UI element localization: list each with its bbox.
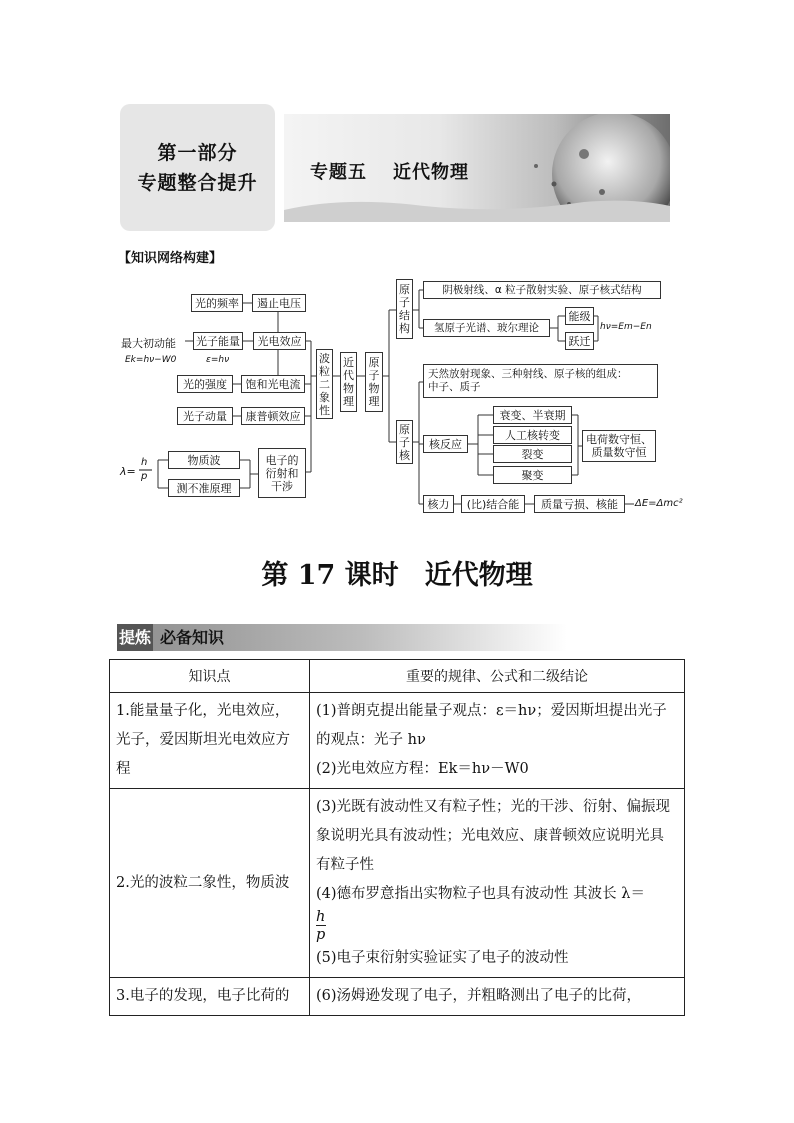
node-saturation-current: 饱和光电流 — [241, 375, 305, 393]
structure-char: 原 — [399, 283, 410, 296]
modern-char: 理 — [343, 395, 354, 408]
diffraction-line: 干涉 — [271, 479, 293, 493]
modern-char: 代 — [343, 369, 354, 382]
node-max-kinetic-energy: 最大初动能 — [121, 337, 176, 350]
node-cathode-rays: 阴极射线、α 粒子散射实验、原子核式结构 — [423, 281, 661, 299]
node-radioactivity — [423, 364, 658, 398]
formula-kinetic: Ek=hν−W0 — [125, 355, 177, 365]
conservation-line: 质量数守恒 — [591, 446, 647, 459]
modern-char: 近 — [343, 356, 354, 369]
nucleus-char: 原 — [399, 422, 410, 436]
node-nuclear-reaction: 核反应 — [423, 435, 468, 453]
node-transmutation: 人工核转变 — [493, 426, 572, 444]
law-fraction-denominator: p — [316, 927, 326, 943]
radioactivity-line: 天然放射现象、三种射线、原子核的组成： — [428, 368, 628, 380]
table-row — [110, 693, 685, 789]
table-header-row — [110, 660, 685, 693]
law-line: (3)光既有波动性又有粒子性；光的干涉、衍射、偏振现象说明光具有波动性；光电效应、康普顿效应说明光具有粒子性 — [316, 799, 671, 873]
node-light-frequency: 光的频率 — [191, 294, 243, 312]
node-hydrogen-spectrum: 氢原子光谱、玻尔理论 — [423, 319, 550, 337]
node-conservation — [582, 430, 656, 462]
node-light-intensity: 光的强度 — [177, 375, 233, 393]
section-banner-part-a: 提炼 — [117, 624, 153, 651]
table-cell-point: 3.电子的发现，电子比荷的 — [110, 978, 310, 1016]
table-row — [110, 789, 685, 978]
nucleus-char: 核 — [399, 448, 410, 462]
table-cell-laws — [310, 789, 685, 978]
knowledge-table — [109, 659, 685, 1016]
law-line: (4)德布罗意指出实物粒子也具有波动性 其波长 λ＝ — [316, 886, 645, 902]
node-nucleus — [396, 420, 413, 464]
node-fusion: 聚变 — [493, 466, 572, 484]
knowledge-network-label: 【知识网络构建】 — [118, 251, 223, 266]
node-atomic-structure — [396, 279, 413, 339]
node-photon-energy: 光子能量 — [193, 332, 243, 350]
law-line: (5)电子束衍射实验证实了电子的波动性 — [316, 950, 569, 966]
table-cell-point: 1.能量量子化，光电效应，光子，爱因斯坦光电效应方程 — [110, 693, 310, 789]
lesson-title — [0, 553, 794, 592]
formula-transition: hν=Em−En — [600, 322, 652, 332]
duality-char: 性 — [319, 403, 330, 417]
part-line-1: 第一部分 — [157, 141, 238, 164]
node-photoelectric-effect: 光电效应 — [253, 332, 306, 350]
duality-char: 波 — [319, 351, 330, 365]
atomic-char: 子 — [368, 369, 380, 382]
node-uncertainty: 测不准原理 — [168, 479, 240, 497]
node-energy-level: 能级 — [565, 307, 594, 325]
lesson-name: 近代物理 — [424, 560, 533, 591]
node-matter-wave: 物质波 — [168, 451, 240, 469]
formula-mass-energy: ΔE=Δmc² — [635, 498, 683, 509]
nucleus-char: 子 — [399, 435, 410, 449]
concept-map — [0, 0, 794, 540]
table-cell-laws — [310, 693, 685, 789]
radioactivity-line: 中子、质子 — [428, 381, 481, 393]
table-row — [110, 978, 685, 1016]
part-line-2: 专题整合提升 — [137, 171, 258, 194]
node-compton-effect: 康普顿效应 — [241, 407, 305, 425]
lambda-label: λ= — [120, 465, 136, 478]
topic-number: 专题五 — [310, 162, 367, 183]
column-header: 重要的规律、公式和二级结论 — [310, 660, 685, 693]
atomic-char: 物 — [368, 382, 380, 395]
table-cell-laws — [310, 978, 685, 1016]
duality-char: 二 — [319, 377, 330, 391]
node-atomic-physics — [365, 352, 383, 412]
modern-char: 物 — [343, 382, 354, 395]
formula-photon-energy: ε=hν — [206, 355, 230, 365]
node-fission: 裂变 — [493, 445, 572, 463]
node-stopping-voltage: 遏止电压 — [252, 294, 306, 312]
structure-char: 子 — [399, 296, 410, 309]
law-line: (6)汤姆逊发现了电子，并粗略测出了电子的比荷， — [316, 988, 642, 1004]
structure-char: 结 — [399, 309, 410, 322]
table-cell-point: 2.光的波粒二象性，物质波 — [110, 789, 310, 978]
duality-char: 粒 — [319, 364, 330, 378]
node-binding-energy: (比)结合能 — [461, 495, 525, 513]
lambda-denominator: p — [141, 471, 148, 482]
diffraction-line: 电子的 — [265, 453, 299, 467]
law-line: (1)普朗克提出能量子观点：ε＝hν；爱因斯坦提出光子的观点：光子 hν — [316, 703, 667, 748]
lambda-numerator: h — [141, 457, 148, 468]
node-photon-momentum: 光子动量 — [177, 407, 233, 425]
topic-name: 近代物理 — [393, 162, 469, 183]
node-transition: 跃迁 — [565, 332, 594, 350]
law-line: (2)光电效应方程：Ek＝hν－W0 — [316, 761, 529, 777]
diffraction-line: 衍射和 — [265, 466, 299, 480]
duality-char: 象 — [319, 390, 330, 404]
section-banner-part-b: 必备知识 — [160, 628, 225, 647]
structure-char: 构 — [399, 322, 410, 335]
node-electron-diffraction — [258, 448, 306, 498]
node-nuclear-force: 核力 — [423, 495, 454, 513]
node-mass-defect: 质量亏损、核能 — [534, 495, 625, 513]
column-header: 知识点 — [110, 660, 310, 693]
atomic-char: 理 — [368, 395, 380, 408]
node-decay: 衰变、半衰期 — [493, 406, 572, 424]
node-wave-particle-duality — [316, 349, 333, 419]
conservation-line: 电荷数守恒、 — [586, 433, 652, 446]
node-modern-physics — [340, 352, 357, 412]
lesson-number: 第 17 课时 — [261, 560, 399, 591]
law-fraction-numerator: h — [316, 909, 326, 925]
atomic-char: 原 — [368, 356, 380, 369]
